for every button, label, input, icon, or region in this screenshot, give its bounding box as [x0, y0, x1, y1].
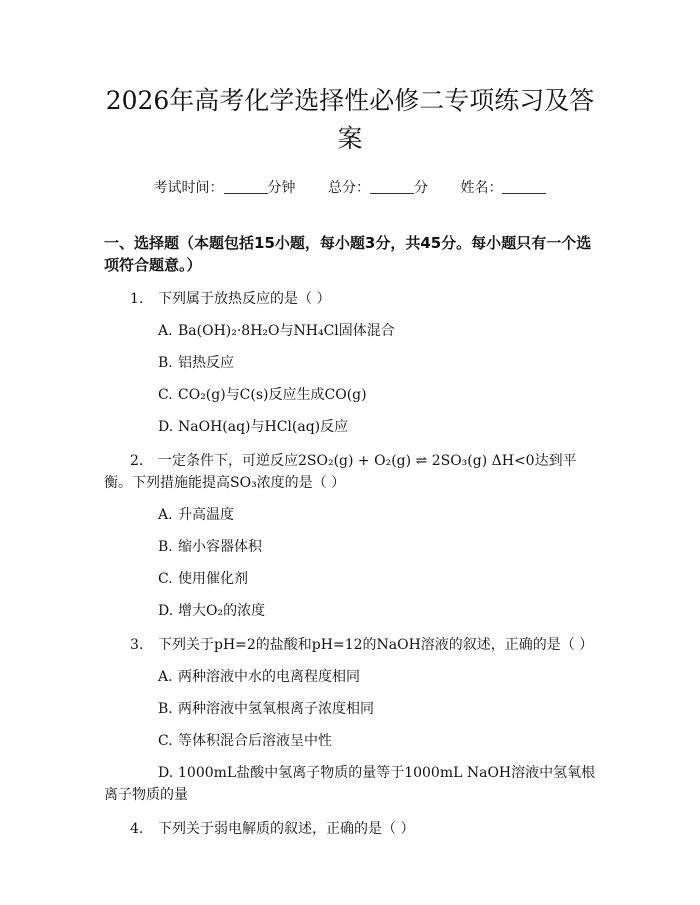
time-blank[interactable] [224, 179, 268, 194]
option-text: 增大O₂的浓度 [178, 603, 266, 619]
question-text: 下列关于pH=2的盐酸和pH=12的NaOH溶液的叙述，正确的是（ ） [158, 637, 594, 653]
option-letter: B. [158, 355, 173, 371]
option-text: 两种溶液中氢氧根离子浓度相同 [178, 701, 374, 717]
score-unit: 分 [414, 180, 428, 196]
total-score-field [328, 178, 428, 198]
exam-time-field [154, 178, 296, 198]
option-c[interactable] [104, 384, 596, 406]
question-text: 一定条件下，可逆反应2SO₂(g) + O₂(g) ⇌ 2SO₃(g) ΔH<0达到平衡。下列措施能提高SO₃浓度的是（ ） [104, 453, 577, 491]
exam-meta [104, 178, 596, 198]
question-number: 1. [130, 291, 144, 307]
option-d[interactable] [104, 762, 596, 806]
question-number: 4. [130, 821, 144, 837]
option-letter: D. [158, 765, 174, 781]
page-title: 2026年高考化学选择性必修二专项练习及答案 [105, 86, 595, 153]
question-stem [104, 634, 596, 656]
question-3 [104, 634, 596, 806]
option-text: 铝热反应 [178, 355, 234, 371]
question-text: 下列关于弱电解质的叙述，正确的是（ ） [158, 821, 415, 837]
option-text: 等体积混合后溶液呈中性 [178, 733, 332, 749]
question-stem [104, 818, 596, 840]
option-text: NaOH(aq)与HCl(aq)反应 [178, 419, 349, 435]
option-text: 缩小容器体积 [178, 539, 262, 555]
option-text: Ba(OH)₂·8H₂O与NH₄Cl固体混合 [178, 323, 395, 339]
option-letter: D. [158, 419, 174, 435]
option-letter: C. [158, 387, 173, 403]
name-blank[interactable] [502, 179, 546, 194]
option-letter: B. [158, 539, 173, 555]
option-text: CO₂(g)与C(s)反应生成CO(g) [178, 387, 367, 403]
option-b[interactable] [104, 352, 596, 374]
option-text: 1000mL盐酸中氢离子物质的量等于1000mL NaOH溶液中氢氧根离子物质的量 [104, 765, 596, 803]
option-letter: A. [158, 669, 173, 685]
option-letter: C. [158, 571, 173, 587]
question-2 [104, 450, 596, 622]
question-text: 下列属于放热反应的是（ ） [158, 291, 331, 307]
option-c[interactable] [104, 568, 596, 590]
option-text: 升高温度 [178, 507, 234, 523]
question-stem [104, 450, 596, 494]
name-label: 姓名： [460, 180, 503, 196]
option-a[interactable] [104, 504, 596, 526]
option-b[interactable] [104, 536, 596, 558]
option-d[interactable] [104, 416, 596, 438]
option-text: 两种溶液中水的电离程度相同 [178, 669, 360, 685]
student-name-field [460, 178, 546, 198]
option-a[interactable] [104, 320, 596, 342]
question-number: 2. [130, 453, 144, 469]
question-1 [104, 288, 596, 438]
option-letter: A. [158, 323, 173, 339]
option-letter: D. [158, 603, 174, 619]
score-label: 总分： [328, 180, 370, 196]
option-letter: A. [158, 507, 173, 523]
question-4 [104, 818, 596, 840]
option-letter: C. [158, 733, 173, 749]
question-number: 3. [130, 637, 144, 653]
time-unit: 分钟 [267, 180, 296, 196]
option-d[interactable] [104, 600, 596, 622]
option-a[interactable] [104, 666, 596, 688]
option-b[interactable] [104, 698, 596, 720]
question-stem [104, 288, 596, 310]
time-label: 考试时间： [153, 180, 224, 196]
option-letter: B. [158, 701, 173, 717]
score-blank[interactable] [370, 179, 414, 194]
option-c[interactable] [104, 730, 596, 752]
section-heading: 一、选择题（本题包括15小题，每小题3分，共45分。每小题只有一个选项符合题意。） [104, 234, 592, 274]
option-text: 使用催化剂 [178, 571, 248, 587]
